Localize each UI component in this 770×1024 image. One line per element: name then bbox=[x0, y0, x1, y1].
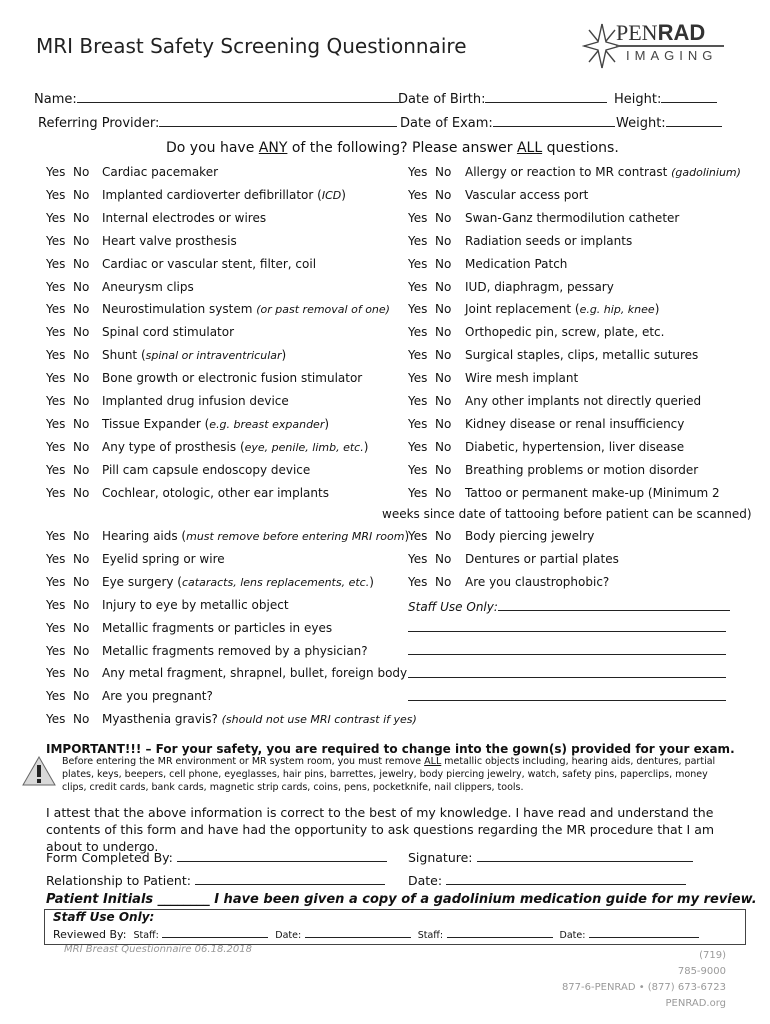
question-left-10: Bone growth or electronic fusion stimulator bbox=[102, 371, 363, 386]
question-left-5: Cardiac or vascular stent, filter, coil bbox=[102, 256, 317, 271]
yes-no-right-9[interactable] bbox=[408, 348, 451, 362]
penrad-logo bbox=[582, 20, 727, 72]
question-right-2: Vascular access port bbox=[465, 187, 589, 202]
logo-imaging: IMAGING bbox=[626, 48, 718, 63]
no-option[interactable]: No bbox=[73, 689, 90, 704]
yes-no-left-17[interactable] bbox=[46, 552, 89, 566]
staff-use-only-label: Staff Use Only: bbox=[408, 598, 730, 614]
yes-option[interactable]: Yes bbox=[46, 394, 66, 408]
yes-no-left-18[interactable] bbox=[46, 575, 89, 589]
yes-option[interactable]: Yes bbox=[408, 574, 428, 589]
dob-field[interactable] bbox=[398, 90, 607, 107]
yes-no-left-10[interactable] bbox=[46, 371, 89, 385]
yes-no-left-22[interactable] bbox=[46, 666, 89, 680]
yes-option[interactable]: Yes bbox=[46, 439, 66, 454]
yes-option[interactable]: Yes bbox=[46, 643, 66, 658]
important-title: IMPORTANT!!! – For your safety, you are required to change into the gown(s) provided for your exam. bbox=[46, 742, 735, 756]
no-option[interactable]: No bbox=[435, 325, 452, 340]
yes-option[interactable]: Yes bbox=[46, 462, 66, 477]
yes-option[interactable]: Yes bbox=[46, 666, 66, 681]
yes-option[interactable]: Yes bbox=[46, 233, 66, 248]
yes-option[interactable]: Yes bbox=[46, 712, 66, 727]
yes-no-left-3[interactable] bbox=[46, 211, 89, 225]
relationship-field[interactable]: Relationship to Patient: bbox=[46, 872, 385, 888]
no-option[interactable]: No bbox=[435, 348, 452, 363]
yes-option[interactable]: Yes bbox=[46, 371, 66, 386]
question-left-14: Pill cam capsule endoscopy device bbox=[102, 462, 311, 477]
yes-no-right-4[interactable] bbox=[408, 234, 451, 248]
question-right-6: IUD, diaphragm, pessary bbox=[465, 279, 614, 294]
warning-icon bbox=[22, 756, 56, 786]
yes-no-right-10[interactable] bbox=[408, 371, 451, 385]
no-option[interactable]: No bbox=[435, 279, 452, 294]
yes-no-right-8[interactable] bbox=[408, 325, 451, 339]
yes-no-left-9[interactable] bbox=[46, 348, 89, 362]
yes-no-left-23[interactable] bbox=[46, 689, 89, 703]
no-option[interactable]: No bbox=[435, 551, 452, 566]
yes-no-right-11[interactable] bbox=[408, 394, 451, 408]
yes-no-right-16[interactable] bbox=[408, 529, 451, 543]
yes-option[interactable]: Yes bbox=[46, 529, 66, 543]
question-left-9: Shunt (spinal or intraventricular) bbox=[102, 348, 287, 363]
yes-no-left-8[interactable] bbox=[46, 325, 89, 339]
weight-field[interactable] bbox=[616, 114, 722, 131]
yes-option[interactable]: Yes bbox=[408, 462, 428, 477]
logo-wordmark: PENRAD bbox=[616, 20, 706, 45]
page-title: MRI Breast Safety Screening Questionnaire bbox=[36, 34, 467, 58]
dob-label: Date of Birth: bbox=[398, 92, 486, 107]
yes-no-left-6[interactable] bbox=[46, 280, 89, 294]
no-option[interactable]: No bbox=[73, 348, 90, 363]
weight-label: Weight: bbox=[616, 116, 666, 131]
no-option[interactable]: No bbox=[73, 597, 90, 612]
no-option[interactable]: No bbox=[435, 233, 452, 248]
yes-option[interactable]: Yes bbox=[408, 233, 428, 248]
yes-no-right-14[interactable] bbox=[408, 463, 451, 477]
no-option[interactable]: No bbox=[435, 371, 452, 386]
no-option[interactable]: No bbox=[73, 620, 90, 635]
yes-option[interactable]: Yes bbox=[46, 302, 66, 317]
no-option[interactable]: No bbox=[435, 574, 452, 589]
question-left-23: Are you pregnant? bbox=[102, 689, 213, 704]
no-option[interactable]: No bbox=[435, 439, 452, 454]
yes-option[interactable]: Yes bbox=[408, 348, 428, 363]
staff-use-box bbox=[44, 909, 746, 945]
yes-no-left-4[interactable] bbox=[46, 234, 89, 248]
question-left-19: Injury to eye by metallic object bbox=[102, 597, 289, 612]
yes-option[interactable]: Yes bbox=[408, 529, 428, 543]
no-option[interactable]: No bbox=[73, 416, 90, 431]
exam-date-field[interactable] bbox=[400, 114, 615, 131]
question-left-21: Metallic fragments removed by a physician? bbox=[102, 643, 368, 658]
yes-no-left-11[interactable] bbox=[46, 394, 89, 408]
question-right-5: Medication Patch bbox=[465, 256, 568, 271]
question-right-14: Breathing problems or motion disorder bbox=[465, 462, 699, 477]
no-option[interactable]: No bbox=[73, 210, 90, 225]
no-option[interactable]: No bbox=[73, 371, 90, 386]
tattoo-continuation: weeks since date of tattooing before patient can be scanned) bbox=[382, 507, 752, 521]
yes-option[interactable]: Yes bbox=[46, 187, 66, 202]
no-option[interactable]: No bbox=[435, 485, 452, 500]
no-option[interactable]: No bbox=[73, 325, 90, 340]
question-right-10: Wire mesh implant bbox=[465, 371, 579, 386]
yes-option[interactable]: Yes bbox=[46, 620, 66, 635]
question-left-22: Any metal fragment, shrapnel, bullet, foreign body bbox=[102, 666, 408, 681]
yes-option[interactable]: Yes bbox=[408, 371, 428, 386]
yes-no-right-7[interactable] bbox=[408, 302, 451, 316]
no-option[interactable]: No bbox=[73, 485, 90, 500]
yes-option[interactable]: Yes bbox=[46, 279, 66, 294]
question-right-17: Dentures or partial plates bbox=[465, 551, 619, 566]
no-option[interactable]: No bbox=[435, 187, 452, 202]
yes-no-right-2[interactable] bbox=[408, 188, 451, 202]
question-left-20: Metallic fragments or particles in eyes bbox=[102, 620, 333, 635]
question-right-16: Body piercing jewelry bbox=[465, 529, 595, 543]
yes-no-left-14[interactable] bbox=[46, 463, 89, 477]
staffbox-title: Staff Use Only: bbox=[53, 910, 155, 924]
yes-no-right-17[interactable] bbox=[408, 552, 451, 566]
patient-initials-statement[interactable]: Patient Initials ________ I have been given a copy of a gadolinium medication guide for my review. bbox=[46, 892, 757, 907]
yes-no-left-7[interactable] bbox=[46, 302, 89, 316]
questions-heading: Do you have ANY of the following? Please answer ALL questions. bbox=[166, 140, 619, 156]
staffbox-review-row[interactable]: Reviewed By: Staff: Date: Staff: Date: bbox=[53, 928, 699, 941]
yes-option[interactable]: Yes bbox=[46, 165, 66, 179]
no-option[interactable]: No bbox=[435, 462, 452, 477]
yes-no-left-24[interactable] bbox=[46, 712, 89, 726]
version-label: MRI Breast Questionnaire 06.18.2018 bbox=[64, 944, 252, 955]
yes-no-left-15[interactable] bbox=[46, 486, 89, 500]
yes-no-left-2[interactable] bbox=[46, 188, 89, 202]
yes-option[interactable]: Yes bbox=[408, 256, 428, 271]
no-option[interactable]: No bbox=[73, 666, 90, 681]
question-right-12: Kidney disease or renal insufficiency bbox=[465, 416, 685, 431]
yes-option[interactable]: Yes bbox=[46, 574, 66, 589]
yes-no-left-20[interactable] bbox=[46, 621, 89, 635]
no-option[interactable]: No bbox=[435, 394, 452, 408]
yes-option[interactable]: Yes bbox=[408, 439, 428, 454]
no-option[interactable]: No bbox=[73, 712, 90, 727]
question-right-11: Any other implants not directly queried bbox=[465, 394, 702, 408]
yes-option[interactable]: Yes bbox=[46, 416, 66, 431]
attestation-text: I attest that the above information is correct to the best of my knowledge. I have read and understand the contents of this form and have had the opportunity to ask questions regarding the MR procedure that I am about to undergo. bbox=[46, 805, 715, 854]
yes-no-right-3[interactable] bbox=[408, 211, 451, 225]
yes-option[interactable]: Yes bbox=[408, 325, 428, 340]
yes-no-right-5[interactable] bbox=[408, 257, 451, 271]
question-left-17: Eyelid spring or wire bbox=[102, 551, 225, 566]
yes-option[interactable]: Yes bbox=[408, 394, 428, 408]
yes-no-right-15[interactable] bbox=[408, 486, 451, 500]
question-right-18: Are you claustrophobic? bbox=[465, 574, 610, 589]
no-option[interactable]: No bbox=[435, 256, 452, 271]
signature-field[interactable]: Signature: bbox=[408, 849, 693, 865]
no-option[interactable]: No bbox=[435, 210, 452, 225]
yes-no-right-1[interactable] bbox=[408, 165, 451, 179]
yes-option[interactable]: Yes bbox=[408, 302, 428, 317]
yes-option[interactable]: Yes bbox=[408, 551, 428, 566]
no-option[interactable]: No bbox=[73, 643, 90, 658]
yes-no-left-12[interactable] bbox=[46, 417, 89, 431]
yes-no-right-6[interactable] bbox=[408, 280, 451, 294]
no-option[interactable]: No bbox=[73, 187, 90, 202]
provider-label: Referring Provider: bbox=[38, 116, 160, 131]
question-left-11: Implanted drug infusion device bbox=[102, 394, 289, 408]
question-right-7: Joint replacement (e.g. hip, knee) bbox=[465, 302, 660, 317]
question-left-12: Tissue Expander (e.g. breast expander) bbox=[102, 416, 330, 431]
yes-no-left-21[interactable] bbox=[46, 644, 89, 658]
yes-option[interactable]: Yes bbox=[46, 256, 66, 271]
provider-field[interactable] bbox=[38, 114, 397, 131]
yes-no-left-19[interactable] bbox=[46, 598, 89, 612]
question-right-15: Tattoo or permanent make-up (Minimum 2 bbox=[465, 485, 720, 500]
exam-date-label: Date of Exam: bbox=[400, 116, 493, 131]
question-left-2: Implanted cardioverter defibrillator (ICD) bbox=[102, 187, 346, 202]
contact-info: (719) 785-9000 877-6-PENRAD • (877) 673-6723 PENRAD.org bbox=[561, 950, 726, 1009]
question-right-9: Surgical staples, clips, metallic sutures bbox=[465, 348, 699, 363]
no-option[interactable]: No bbox=[73, 165, 90, 179]
yes-option[interactable]: Yes bbox=[408, 485, 428, 500]
yes-option[interactable]: Yes bbox=[408, 279, 428, 294]
question-left-15: Cochlear, otologic, other ear implants bbox=[102, 485, 329, 500]
question-left-3: Internal electrodes or wires bbox=[102, 210, 267, 225]
yes-no-left-16[interactable] bbox=[46, 529, 89, 543]
yes-option[interactable]: Yes bbox=[46, 597, 66, 612]
yes-option[interactable]: Yes bbox=[408, 210, 428, 225]
question-right-8: Orthopedic pin, screw, plate, etc. bbox=[465, 325, 665, 340]
form-completed-by-field[interactable]: Form Completed By: bbox=[46, 849, 387, 865]
question-left-18: Eye surgery (cataracts, lens replacements, etc.) bbox=[102, 574, 374, 589]
no-option[interactable]: No bbox=[73, 279, 90, 294]
yes-option[interactable]: Yes bbox=[46, 551, 66, 566]
yes-option[interactable]: Yes bbox=[46, 210, 66, 225]
yes-option[interactable]: Yes bbox=[46, 348, 66, 363]
question-left-13: Any type of prosthesis (eye, penile, limb, etc.) bbox=[102, 439, 369, 454]
question-left-8: Spinal cord stimulator bbox=[102, 325, 235, 340]
question-left-4: Heart valve prosthesis bbox=[102, 233, 237, 248]
question-right-1: Allergy or reaction to MR contrast (gadolinium) bbox=[465, 165, 741, 179]
no-option[interactable]: No bbox=[73, 551, 90, 566]
question-left-24: Myasthenia gravis? (should not use MRI contrast if yes) bbox=[102, 712, 417, 727]
question-left-7: Neurostimulation system (or past removal of one) bbox=[102, 302, 390, 317]
no-option[interactable]: No bbox=[73, 256, 90, 271]
question-right-13: Diabetic, hypertension, liver disease bbox=[465, 439, 685, 454]
important-text: Before entering the MR environment or MR system room, you must remove ALL metallic objects including, hearing aids, dentures, partial plates, keys, beepers, cell phone, eyeglasses, hair pins, barrettes, jewelry, body piercing jewelry, watch, safety pins, paperclips, money clips, credit cards, bank cards, magnetic strip cards, coins, pens, pocketknife, nail clippers, tools. bbox=[62, 756, 716, 793]
no-option[interactable]: No bbox=[73, 439, 90, 454]
yes-option[interactable]: Yes bbox=[46, 689, 66, 704]
no-option[interactable]: No bbox=[435, 302, 452, 317]
yes-no-left-13[interactable] bbox=[46, 440, 89, 454]
question-left-16: Hearing aids (must remove before entering MRI room) bbox=[102, 529, 410, 543]
question-right-3: Swan-Ganz thermodilution catheter bbox=[465, 210, 680, 225]
yes-option[interactable]: Yes bbox=[408, 187, 428, 202]
yes-option[interactable]: Yes bbox=[46, 485, 66, 500]
yes-no-left-5[interactable] bbox=[46, 257, 89, 271]
height-label: Height: bbox=[614, 92, 662, 107]
name-label: Name: bbox=[34, 92, 77, 107]
yes-no-right-13[interactable] bbox=[408, 440, 451, 454]
question-right-4: Radiation seeds or implants bbox=[465, 233, 633, 248]
yes-option[interactable]: Yes bbox=[46, 325, 66, 340]
no-option[interactable]: No bbox=[73, 302, 90, 317]
yes-no-left-1[interactable] bbox=[46, 165, 89, 179]
yes-no-right-18[interactable] bbox=[408, 575, 451, 589]
yes-option[interactable]: Yes bbox=[408, 416, 428, 431]
no-option[interactable]: No bbox=[435, 165, 452, 179]
no-option[interactable]: No bbox=[73, 529, 90, 543]
question-left-1: Cardiac pacemaker bbox=[102, 165, 219, 179]
height-field[interactable] bbox=[614, 90, 717, 107]
no-option[interactable]: No bbox=[73, 462, 90, 477]
yes-option[interactable]: Yes bbox=[408, 165, 428, 179]
yes-no-right-12[interactable] bbox=[408, 417, 451, 431]
no-option[interactable]: No bbox=[435, 416, 452, 431]
date-field[interactable]: Date: bbox=[408, 872, 686, 888]
no-option[interactable]: No bbox=[73, 233, 90, 248]
name-field[interactable] bbox=[34, 90, 399, 107]
no-option[interactable]: No bbox=[73, 574, 90, 589]
no-option[interactable]: No bbox=[435, 529, 452, 543]
no-option[interactable]: No bbox=[73, 394, 90, 408]
question-left-6: Aneurysm clips bbox=[102, 279, 194, 294]
